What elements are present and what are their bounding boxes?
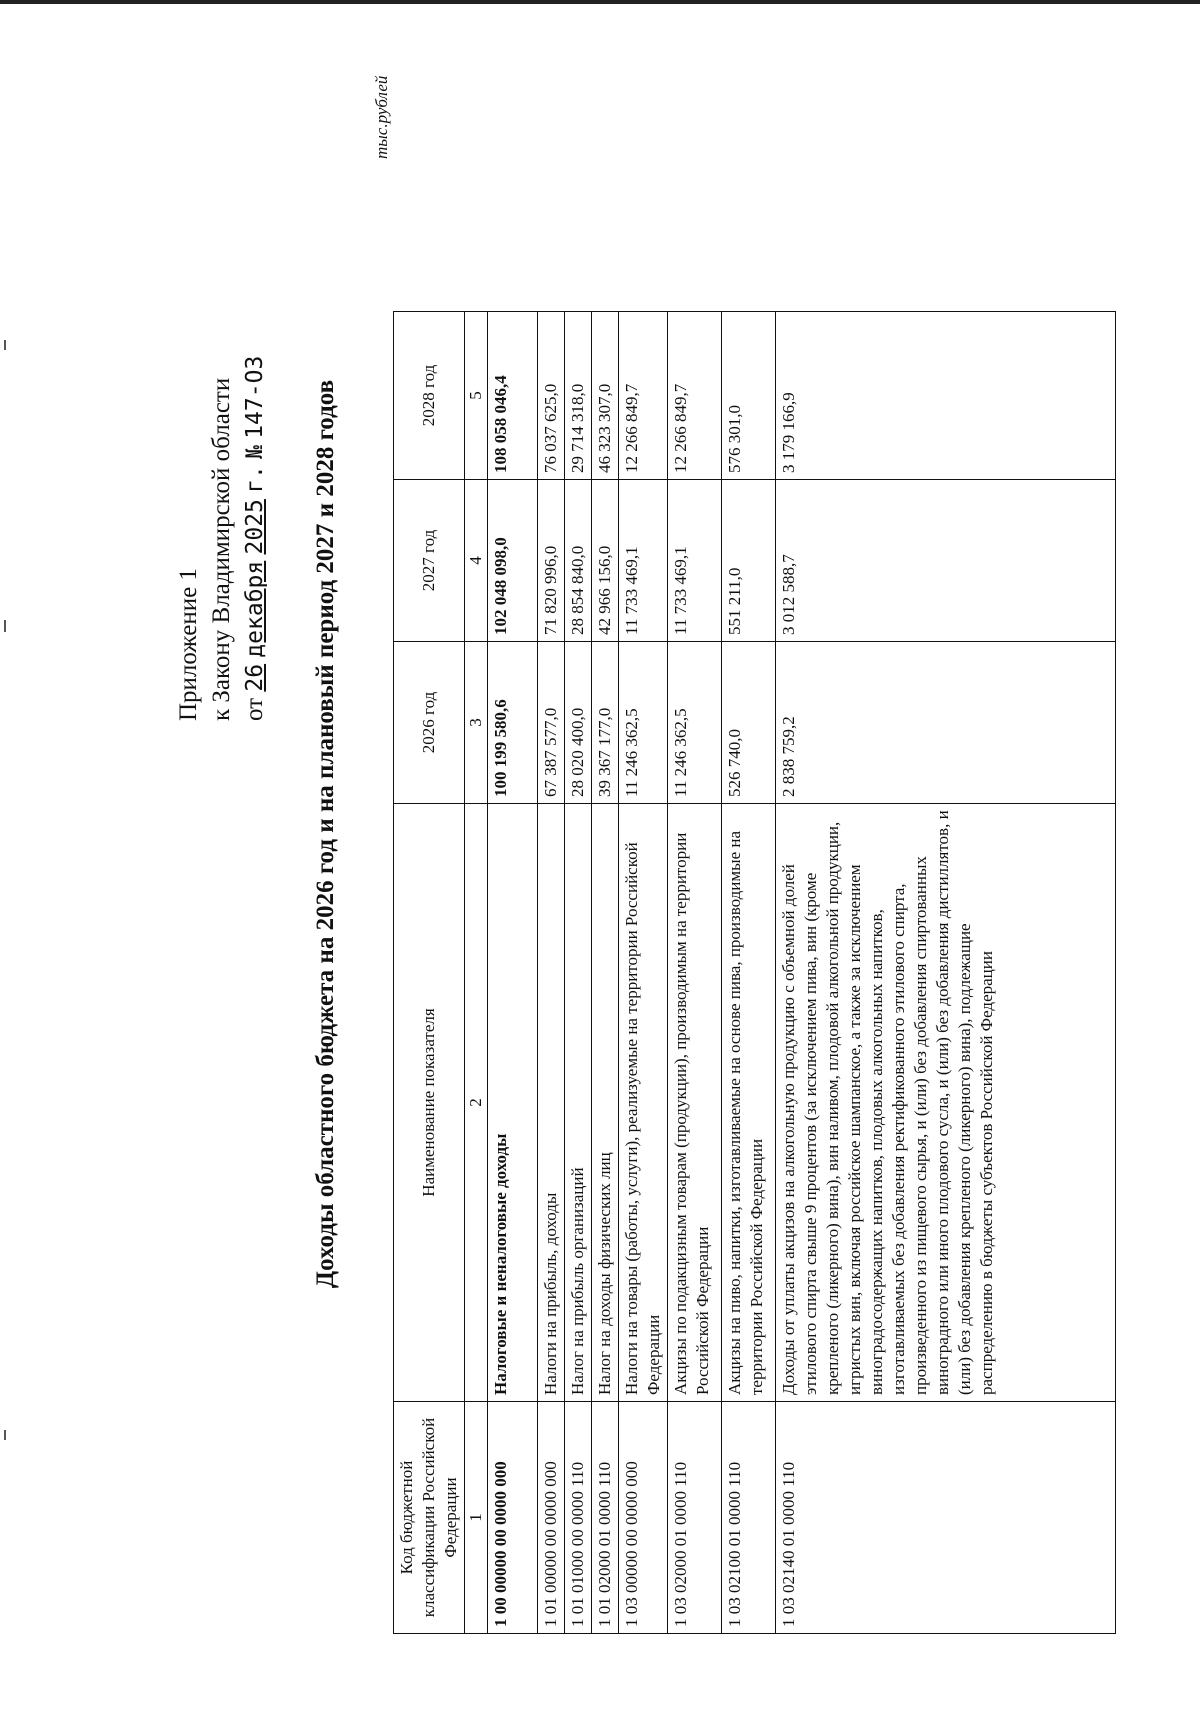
- appendix-line2: к Закону Владимирской области: [208, 377, 235, 721]
- row-2028: 29 714 318,0: [565, 312, 592, 480]
- date-month: декабря: [242, 560, 268, 658]
- row-2027: 71 820 996,0: [538, 480, 565, 642]
- table-row: [538, 312, 565, 1634]
- law-number: 147-ОЗ: [242, 355, 268, 439]
- row-2027: 551 211,0: [722, 480, 776, 642]
- table-row: [592, 312, 619, 1634]
- row-2026: 28 020 400,0: [565, 642, 592, 804]
- row-2027: 3 012 588,7: [776, 480, 1116, 642]
- appendix-line1: Приложение 1: [175, 568, 202, 721]
- row-code: 1 01 01000 00 0000 110: [565, 1402, 592, 1634]
- row-name: Акцизы по подакцизным товарам (продукции), производимым на территории Российской Федерации: [668, 804, 722, 1402]
- table-row: [722, 312, 776, 1634]
- row-2028: 576 301,0: [722, 312, 776, 480]
- table-row: [619, 312, 668, 1634]
- row-name: Акцизы на пиво, напитки, изготавливаемые на основе пива, производимые на территории Российской Федерации: [722, 804, 776, 1402]
- row-code: 1 01 02000 01 0000 110: [592, 1402, 619, 1634]
- header-name: Наименование показателя: [394, 804, 465, 1402]
- column-number: 2: [465, 804, 488, 1402]
- row-2026: 526 740,0: [722, 642, 776, 804]
- table-row: [488, 312, 538, 1634]
- column-number-row: [465, 312, 488, 1634]
- table-row: [776, 312, 1116, 1634]
- row-name: Налоги на товары (работы, услуги), реализуемые на территории Российской Федерации: [619, 804, 668, 1402]
- column-number: 3: [465, 642, 488, 804]
- appendix-date-line: [238, 356, 272, 721]
- row-name: Налоги на прибыль, доходы: [538, 804, 565, 1402]
- header-2026: 2026 год: [394, 642, 465, 804]
- row-2026: 11 246 362,5: [668, 642, 722, 804]
- table-header-row: [394, 312, 465, 1634]
- date-day: 26: [242, 663, 268, 692]
- row-code: 1 03 02100 01 0000 110: [722, 1402, 776, 1634]
- date-year-suffix: г.: [242, 465, 268, 493]
- row-name: Доходы от уплаты акцизов на алкогольную продукцию с объемной долей этилового спирта свыше 9 процентов (за исключением пива, вин (кроме крепленого (ликерного) вина), вин наливом, плодовой алкогольной продукции, игристых вин, включая российское шампанское, а также за исключением виноградосодержащих напитков, плодовых алкогольных напитков, изготавливаемых без добавления ректификованного этилового спирта, произведенного из пищевого сырья, и (или) без добавления спиртованных виноградного или иного плодового сусла, и (или) без добавления дистиллятов, и (или) без добавления крепленого (ликерного) вина), подлежащие распределению в бюджеты субъектов Российской Федерации: [776, 804, 1116, 1402]
- date-prefix: от: [241, 697, 268, 721]
- column-number: 4: [465, 480, 488, 642]
- row-2028: 46 323 307,0: [592, 312, 619, 480]
- row-2028: 76 037 625,0: [538, 312, 565, 480]
- row-2027: 11 733 469,1: [619, 480, 668, 642]
- row-2026: 67 387 577,0: [538, 642, 565, 804]
- column-number: 5: [465, 312, 488, 480]
- row-2027: 28 854 840,0: [565, 480, 592, 642]
- row-code: 1 01 00000 00 0000 000: [538, 1402, 565, 1634]
- row-2028: 12 266 849,7: [668, 312, 722, 480]
- header-2027: 2027 год: [394, 480, 465, 642]
- row-name: Налог на прибыль организаций: [565, 804, 592, 1402]
- appendix-header: [172, 356, 272, 721]
- row-2027: 11 733 469,1: [668, 480, 722, 642]
- row-code: 1 03 02000 01 0000 110: [668, 1402, 722, 1634]
- row-2027: 102 048 098,0: [488, 480, 538, 642]
- document-title: Доходы областного бюджета на 2026 год и на плановый период 2027 и 2028 годов: [312, 379, 339, 1289]
- row-code: 1 03 00000 00 0000 000: [619, 1402, 668, 1634]
- row-name: Налоговые и неналоговые доходы: [488, 804, 538, 1402]
- row-2026: 100 199 580,6: [488, 642, 538, 804]
- row-code: 1 03 02140 01 0000 110: [776, 1402, 1116, 1634]
- row-2026: 2 838 759,2: [776, 642, 1116, 804]
- header-code: Код бюджетной классификации Российской Федерации: [394, 1402, 465, 1634]
- header-2028: 2028 год: [394, 312, 465, 480]
- row-code: 1 00 00000 00 0000 000: [488, 1402, 538, 1634]
- table-row: [565, 312, 592, 1634]
- row-2026: 11 246 362,5: [619, 642, 668, 804]
- revenue-table: [393, 311, 1116, 1634]
- column-number: 1: [465, 1402, 488, 1634]
- number-sign: №: [242, 445, 268, 459]
- row-2027: 42 966 156,0: [592, 480, 619, 642]
- row-name: Налог на доходы физических лиц: [592, 804, 619, 1402]
- row-2028: 12 266 849,7: [619, 312, 668, 480]
- date-year: 2025: [242, 499, 268, 555]
- row-2026: 39 367 177,0: [592, 642, 619, 804]
- units-label: тыс.рублей: [372, 75, 391, 159]
- table-row: [668, 312, 722, 1634]
- row-2028: 3 179 166,9: [776, 312, 1116, 480]
- row-2028: 108 058 046,4: [488, 312, 538, 480]
